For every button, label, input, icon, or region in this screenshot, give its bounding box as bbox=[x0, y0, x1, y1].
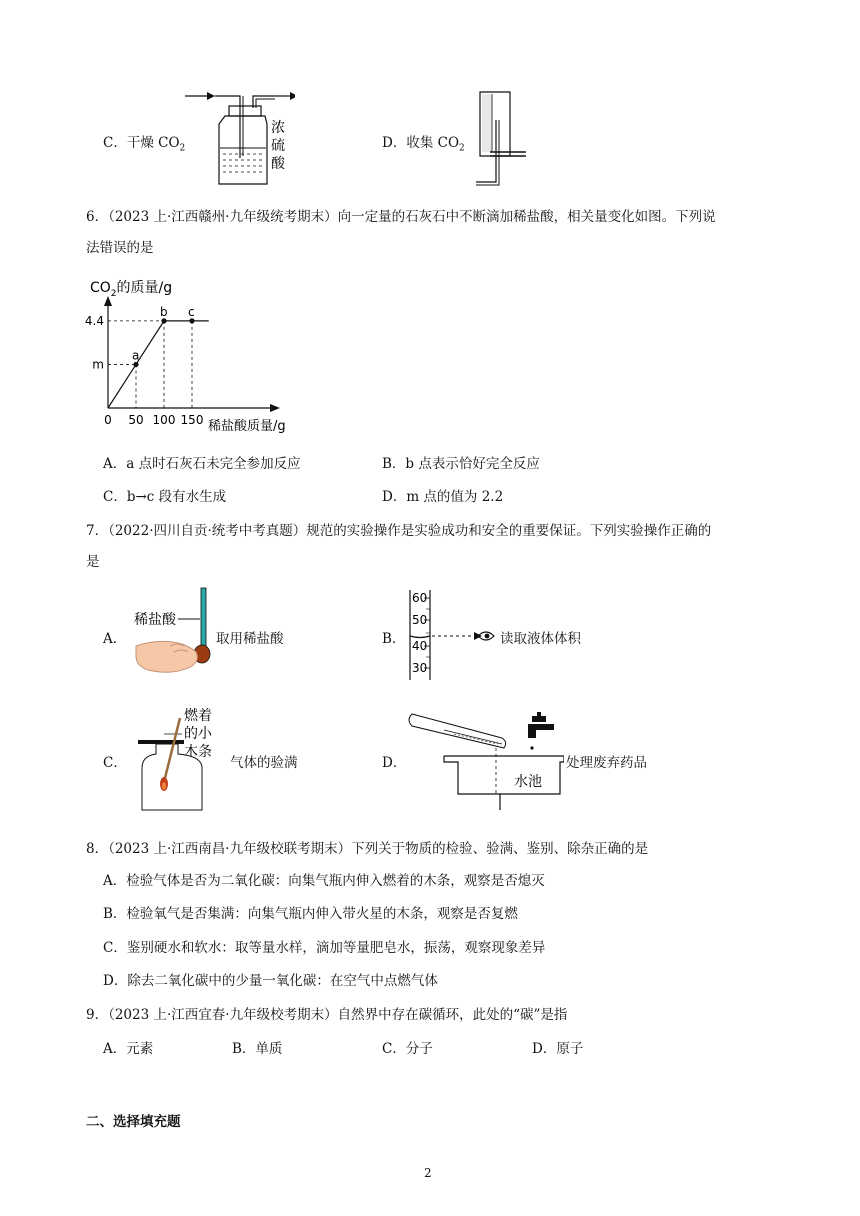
dropper-hand-figure bbox=[130, 586, 220, 678]
q6-stem-line1: 6．（2023 上·江西赣州·九年级统考期末）向一定量的石灰石中不断滴加稀盐酸，相关量变化如图。下列说 bbox=[86, 209, 716, 225]
tick-30: 30 bbox=[412, 661, 428, 675]
q5-option-d bbox=[382, 131, 465, 154]
collection-bottle-figure bbox=[470, 90, 530, 186]
q8-option-d: D．除去二氧化碳中的少量一氧化碳：在空气中点燃气体 bbox=[103, 973, 438, 989]
q7-stem-line2: 是 bbox=[86, 554, 100, 570]
chart-xtick-2: 100 bbox=[152, 413, 176, 427]
q7-option-a-text: 取用稀盐酸 bbox=[216, 631, 284, 647]
q8-option-b: B．检验氧气是否集满：向集气瓶内伸入带火星的木条，观察是否复燃 bbox=[103, 906, 518, 922]
q7-option-c-text: 气体的验满 bbox=[230, 755, 298, 771]
chart-xtick-0: 0 bbox=[104, 413, 112, 427]
q7-option-d-letter: D． bbox=[382, 755, 407, 771]
sink-disposal-figure bbox=[404, 708, 564, 812]
q5-option-c bbox=[103, 131, 185, 154]
fig-label-de-xiao: 的小 bbox=[184, 726, 212, 742]
chart-point-label-b: b bbox=[160, 304, 168, 319]
tick-50: 50 bbox=[412, 613, 428, 627]
q6-option-a: A．a 点时石灰石未完全参加反应 bbox=[103, 456, 301, 472]
q8-option-a: A．检验气体是否为二氧化碳：向集气瓶内伸入燃着的木条，观察是否熄灭 bbox=[103, 873, 545, 889]
fig-label-suan: 酸 bbox=[271, 156, 285, 172]
drying-bottle-figure bbox=[185, 88, 295, 188]
q9-option-a: A．元素 bbox=[103, 1041, 154, 1057]
tick-60: 60 bbox=[412, 591, 428, 605]
q6-option-b: B．b 点表示恰好完全反应 bbox=[382, 456, 540, 472]
chart-xtick-3: 150 bbox=[180, 413, 204, 427]
fig-label-liu: 硫 bbox=[271, 138, 285, 154]
q6-stem-line2: 法错误的是 bbox=[86, 240, 154, 256]
fig-label-splint: 木条 bbox=[184, 744, 212, 760]
q7-option-d-text: 处理废弃药品 bbox=[566, 755, 647, 771]
chart-ylabel: $CO_2$的质量/g bbox=[90, 280, 173, 299]
gas-jar-splint-figure bbox=[134, 704, 244, 814]
q7-stem-line1: 7．（2022·四川自贡·统考中考真题）规范的实验操作是实验成功和安全的重要保证。下列实验操作正确的 bbox=[86, 523, 712, 539]
q7-option-b-letter: B． bbox=[382, 631, 406, 647]
q9-option-b: B．单质 bbox=[232, 1041, 283, 1057]
graduated-cylinder-figure bbox=[404, 588, 498, 682]
section-title: 二、选择填充题 bbox=[86, 1114, 181, 1130]
q8-option-c: C．鉴别硬水和软水：取等量水样，滴加等量肥皂水，振荡，观察现象差异 bbox=[103, 940, 546, 956]
q9-option-c: C．分子 bbox=[382, 1041, 433, 1057]
q8-stem: 8．（2023 上·江西南昌·九年级校联考期末）下列关于物质的检验、验满、鉴别、除杂正确的是 bbox=[86, 841, 649, 857]
fig-label-burning: 燃着 bbox=[184, 708, 212, 724]
chart-ytick-1: 4.4 bbox=[84, 313, 104, 328]
chart-xlabel: 稀盐酸质量/g bbox=[208, 419, 286, 434]
fig-label-dilute-hcl: 稀盐酸 bbox=[134, 612, 176, 628]
chart-point-label-a: a bbox=[132, 348, 140, 363]
q5-option-c-sub: 2 bbox=[179, 143, 186, 154]
chart-x-arrow bbox=[270, 404, 280, 412]
chart-point-c bbox=[189, 318, 194, 323]
q7-option-b-text: 读取液体体积 bbox=[500, 631, 581, 647]
chart-point-label-c: c bbox=[188, 304, 195, 319]
fig-label-sink: 水池 bbox=[514, 774, 542, 790]
chart-series-line bbox=[108, 321, 209, 408]
fig-label-nong: 浓 bbox=[271, 120, 285, 136]
page-number: 2 bbox=[424, 1166, 432, 1180]
q6-option-c: C．b→c 段有水生成 bbox=[103, 489, 227, 505]
co2-mass-chart bbox=[82, 272, 312, 437]
q5-option-d-sub: 2 bbox=[459, 143, 465, 154]
q7-option-c-letter: C． bbox=[103, 755, 127, 771]
q6-option-d: D．m 点的值为 2.2 bbox=[382, 489, 504, 505]
chart-xtick-1: 50 bbox=[128, 413, 144, 427]
q5-option-c-label: C．干燥 CO bbox=[103, 135, 180, 151]
chart-ytick-0: m bbox=[92, 357, 104, 372]
q9-stem: 9．（2023 上·江西宜春·九年级校考期末）自然界中存在碳循环，此处的“碳”是指 bbox=[86, 1007, 568, 1023]
q9-option-d: D．原子 bbox=[532, 1041, 584, 1057]
tick-40: 40 bbox=[412, 639, 428, 653]
q7-option-a-letter: A． bbox=[103, 631, 127, 647]
q5-option-d-label: D．收集 CO bbox=[382, 135, 460, 151]
